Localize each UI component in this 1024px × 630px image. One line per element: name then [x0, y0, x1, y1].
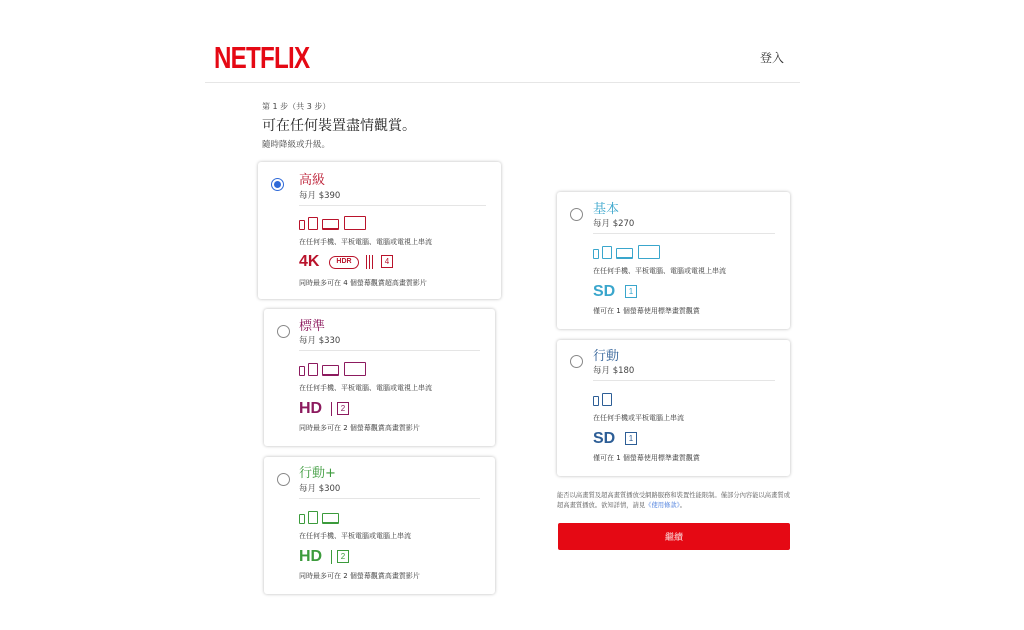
phone-icon — [299, 366, 305, 376]
radio-button[interactable] — [570, 355, 583, 368]
quality-row — [593, 430, 673, 448]
quality-label: 4K — [299, 253, 320, 270]
divider — [299, 350, 480, 351]
devices-description: 在任何手機、平板電腦、電腦或電視上串流 — [593, 267, 726, 275]
radio-button[interactable] — [570, 208, 583, 221]
screens-stack-icon — [366, 255, 378, 269]
divider — [299, 205, 486, 206]
plan-price: 每月 $270 — [593, 219, 635, 229]
radio-button[interactable] — [271, 178, 284, 191]
plan-name: 基本 — [593, 202, 620, 217]
tablet-icon — [308, 217, 318, 230]
screen-count: 1 — [625, 285, 637, 298]
radio-button[interactable] — [277, 325, 290, 338]
device-icons — [593, 390, 623, 406]
plan-card-mobile-plus[interactable] — [264, 457, 495, 594]
screen-count: 2 — [337, 550, 349, 563]
quality-row — [299, 253, 419, 271]
terms-link[interactable]: 《使用條款》 — [645, 502, 680, 509]
screen-stack-line — [372, 255, 373, 269]
site-header — [205, 30, 800, 83]
login-link[interactable]: 登入 — [759, 51, 784, 65]
laptop-icon — [616, 248, 633, 259]
screen-count: 2 — [337, 402, 349, 415]
page-title: 可在任何裝置盡情觀賞。 — [262, 118, 416, 134]
screen-stack-line — [369, 255, 370, 269]
continue-button[interactable]: 繼續 — [558, 523, 790, 550]
plan-name: 高級 — [299, 173, 326, 188]
plan-card-standard[interactable] — [264, 309, 495, 446]
laptop-icon — [322, 365, 339, 376]
screen-count: 1 — [625, 432, 637, 445]
divider — [299, 498, 480, 499]
screens-description: 同時最多可在 2 個螢幕觀賞高畫質影片 — [299, 424, 420, 432]
tablet-icon — [602, 393, 612, 406]
terms-text: 能否以高畫質及超高畫質播放受網路服務和裝置性能限制。僅部分內容能以高畫質或超高畫質播放。欲知詳情，請見 — [557, 492, 790, 509]
devices-description: 在任何手機、平板電腦、電腦或電視上串流 — [299, 238, 432, 246]
phone-icon — [593, 396, 599, 406]
step-indicator: 第 1 步（共 3 步） — [262, 102, 331, 111]
screens-description: 僅可在 1 個螢幕使用標準畫質觀賞 — [593, 454, 700, 462]
plan-price: 每月 $300 — [299, 484, 341, 494]
screen-count: 4 — [381, 255, 393, 268]
divider — [593, 380, 775, 381]
device-icons — [593, 243, 673, 259]
phone-icon — [593, 249, 599, 259]
tablet-icon — [308, 511, 318, 524]
terms-suffix: 。 — [679, 502, 687, 509]
screens-description: 僅可在 1 個螢幕使用標準畫質觀賞 — [593, 307, 700, 315]
plan-card-premium[interactable] — [258, 162, 501, 299]
radio-button[interactable] — [277, 473, 290, 486]
netflix-logo[interactable]: NETFLIX — [214, 40, 310, 75]
device-icons — [299, 360, 379, 376]
quality-label: HD — [299, 548, 323, 565]
screens-description: 同時最多可在 4 個螢幕觀賞超高畫質影片 — [299, 279, 427, 287]
hdr-badge: HDR — [329, 256, 359, 269]
quality-label: HD — [299, 400, 323, 417]
screens-stack-icon — [331, 550, 335, 564]
devices-description: 在任何手機或平板電腦上串流 — [593, 414, 684, 422]
plan-card-mobile[interactable] — [557, 340, 790, 476]
plan-price: 每月 $180 — [593, 366, 635, 376]
screens-description: 同時最多可在 2 個螢幕觀賞高畫質影片 — [299, 572, 420, 580]
terms-note — [557, 491, 792, 511]
quality-row — [299, 548, 379, 566]
tv-icon — [638, 245, 660, 259]
plan-price: 每月 $390 — [299, 191, 341, 201]
quality-row — [593, 283, 673, 301]
screen-stack-line — [366, 255, 367, 269]
devices-description: 在任何手機、平板電腦或電腦上串流 — [299, 532, 411, 540]
tablet-icon — [308, 363, 318, 376]
screen-stack-line — [331, 402, 332, 416]
divider — [593, 233, 775, 234]
plan-card-basic[interactable] — [557, 192, 790, 329]
laptop-icon — [322, 513, 339, 524]
plan-name: 行動 — [593, 349, 620, 364]
laptop-icon — [322, 219, 339, 230]
phone-icon — [299, 220, 305, 230]
quality-row — [299, 400, 379, 418]
quality-label: SD — [593, 430, 616, 447]
plan-price: 每月 $330 — [299, 336, 341, 346]
device-icons — [299, 214, 379, 230]
plan-name: 標準 — [299, 319, 326, 334]
quality-label: SD — [593, 283, 616, 300]
device-icons — [299, 508, 359, 524]
page-subtitle: 隨時降級或升級。 — [262, 140, 331, 150]
plan-name: 行動+ — [299, 466, 336, 481]
screens-stack-icon — [331, 402, 335, 416]
devices-description: 在任何手機、平板電腦、電腦或電視上串流 — [299, 384, 432, 392]
tablet-icon — [602, 246, 612, 259]
tv-icon — [344, 216, 366, 230]
screen-stack-line — [331, 550, 332, 564]
phone-icon — [299, 514, 305, 524]
tv-icon — [344, 362, 366, 376]
